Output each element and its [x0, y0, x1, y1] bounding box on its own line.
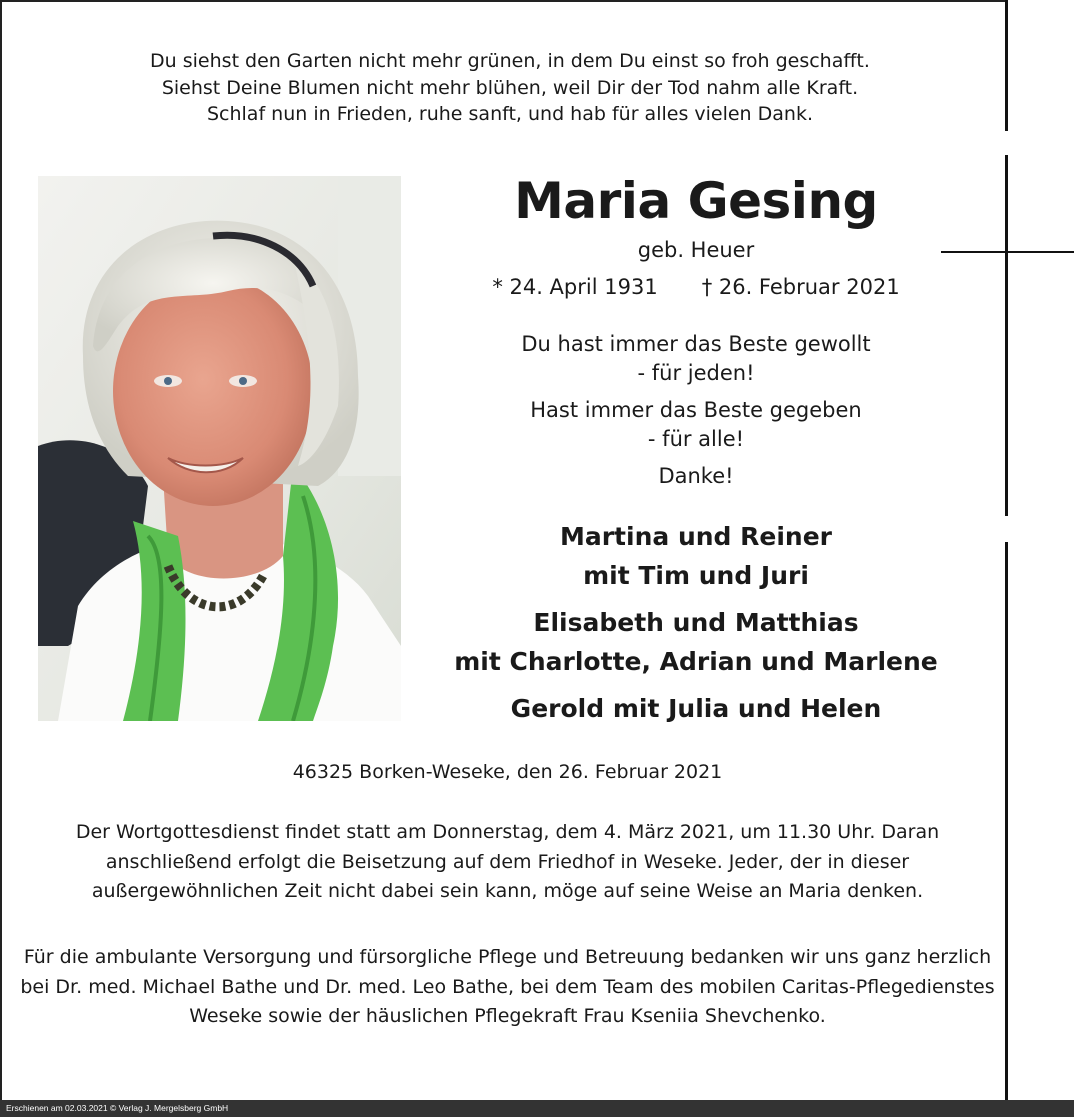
- verse-line: Hast immer das Beste gegeben: [530, 398, 862, 422]
- verse-line: Du hast immer das Beste gewollt: [521, 332, 871, 356]
- family-line: Elisabeth und Matthias: [533, 608, 859, 637]
- verse-stanza: [440, 462, 952, 491]
- verse-line: - für alle!: [647, 427, 745, 451]
- opening-poem: [0, 48, 1020, 128]
- place-and-date: 46325 Borken-Weseke, den 26. Februar 2021: [292, 761, 723, 783]
- thanks-notice: Für die ambulante Versorgung und fürsorgliche Pflege und Betreuung bedanken wir uns ganz herzlich bei Dr. med. Michael Bathe und Dr. med. Leo Bathe, bei dem Team des mobilen Caritas-Pflegedienstes Weseke sowie der häuslichen Pflegekraft Frau Kseniia Shevchenko.: [20, 946, 995, 1027]
- family-group: [440, 517, 952, 595]
- portrait-photo: [38, 176, 401, 721]
- verse-line: - für jeden!: [637, 361, 755, 385]
- maiden-name: geb. Heuer: [637, 238, 755, 262]
- family-line: mit Charlotte, Adrian und Marlene: [454, 647, 938, 676]
- birth-date: * 24. April 1931: [492, 275, 658, 299]
- frame-left-border: [0, 0, 2, 1100]
- poem-line: Siehst Deine Blumen nicht mehr blühen, weil Dir der Tod nahm alle Kraft.: [161, 76, 859, 99]
- frame-top-border: [0, 0, 1007, 2]
- family-line: mit Tim und Juri: [583, 561, 809, 590]
- death-date: † 26. Februar 2021: [701, 275, 900, 299]
- life-dates: [440, 272, 952, 302]
- service-notice: Der Wortgottesdienst findet statt am Donnerstag, dem 4. März 2021, um 11.30 Uhr. Daran anschließend erfolgt die Beisetzung auf dem Friedhof in Weseke. Jeder, der in dieser außergewöhnlichen Zeit nicht dabei sein kann, möge auf seine Weise an Maria denken.: [75, 821, 940, 902]
- verse-stanza: [440, 330, 952, 388]
- family-group: [440, 603, 952, 681]
- family-line: Gerold mit Julia und Helen: [510, 694, 882, 723]
- family-line: Martina und Reiner: [559, 522, 833, 551]
- deceased-name: Maria Gesing: [514, 172, 878, 230]
- poem-line: Du siehst den Garten nicht mehr grünen, in dem Du einst so froh geschafft.: [150, 50, 870, 72]
- verse-line: Danke!: [658, 464, 734, 488]
- verse-stanza: [440, 396, 952, 454]
- poem-line: Schlaf nun in Frieden, ruhe sanft, und hab für alles vielen Dank.: [206, 103, 813, 125]
- cross-horizontal: [941, 251, 1074, 253]
- publication-footer: Erschienen am 02.03.2021 © Verlag J. Mergelsberg GmbH: [0, 1100, 1074, 1117]
- cross-vertical-bottom: [1005, 542, 1008, 1100]
- cross-vertical-middle: [1005, 155, 1008, 516]
- family-group: [440, 689, 952, 728]
